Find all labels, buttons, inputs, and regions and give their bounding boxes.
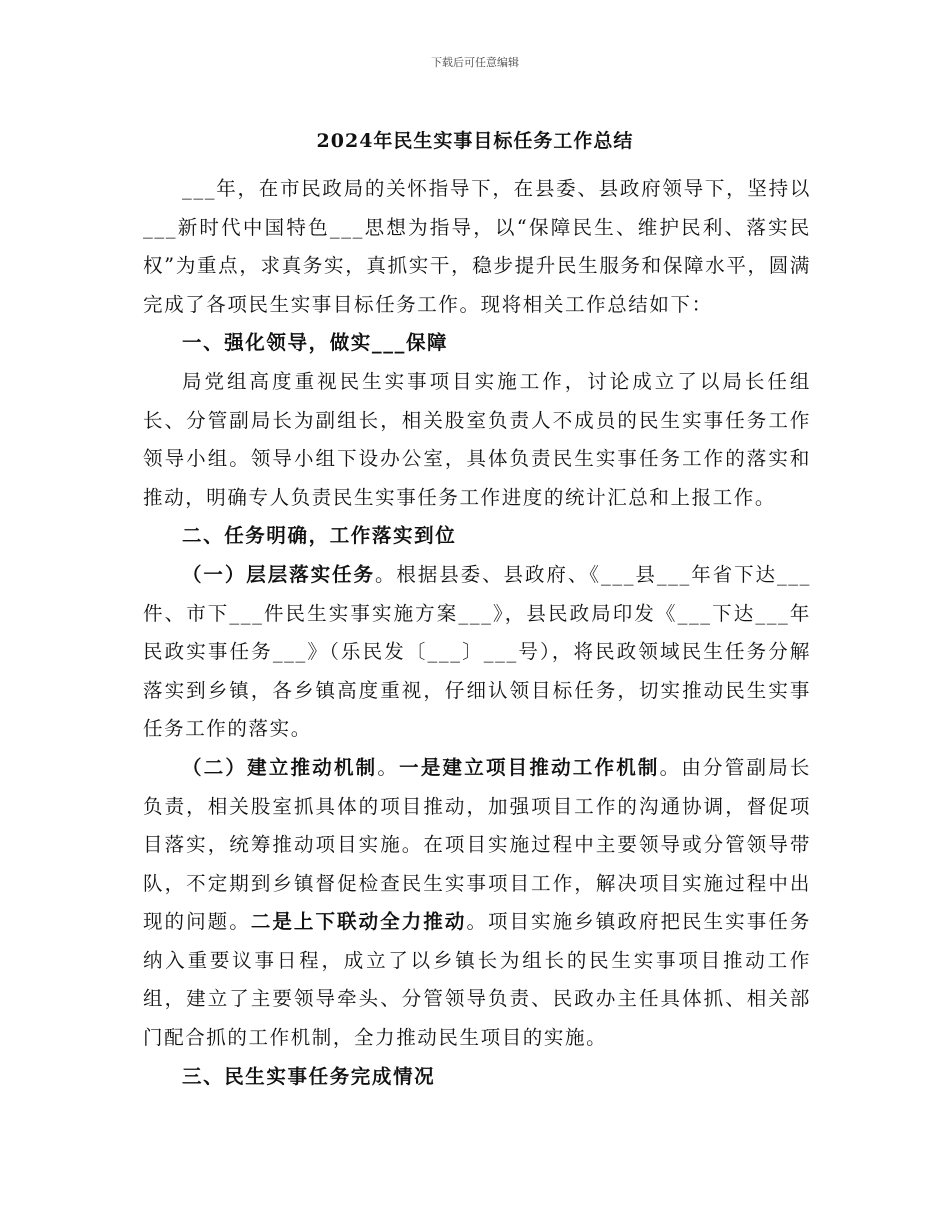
section2-item2 — [143, 749, 811, 1058]
section2-heading: 二、任务明确，工作落实到位 — [182, 524, 457, 548]
item1-body: 。根据县委、县政府、《___县___年省下达___件、市下___件民生实事实施方案___》，县民政局印发《___下达___年民政实事任务___》（乐民发〔___〕___号），将民政领域民生任务分解落实到乡镇，各乡镇高度重视，仔细认领目标任务，切实推动民生实事任务工作的落实。 — [143, 562, 812, 741]
item1-lead: （一）层层落实任务 — [182, 562, 375, 586]
item2-sub1-body: 。由分管副局长负责，相关股室抓具体的项目推动，加强项目工作的沟通协调，督促项目落实，统筹推动项目实施。在项目实施过程中主要领导或分管领导带队，不定期到乡镇督促检查民生实事项目工作，解决项目实施过程中出现的问题。 — [143, 755, 812, 934]
item2-separator: 。 — [377, 755, 400, 779]
item2-sub2-lead: 二是上下联动全力推动 — [250, 910, 467, 934]
item2-sub2-body: 。项目实施乡镇政府把民生实事任务纳入重要议事日程，成立了以乡镇长为组长的民生实事项目推动工作组，建立了主要领导牵头、分管领导负责、民政办主任具体抓、相关部门配合抓的工作机制，全力推动民生项目的实施。 — [143, 910, 811, 1050]
section1-paragraph: 局党组高度重视民生实事项目实施工作，讨论成立了以局长任组长、分管副局长为副组长，相关股室负责人不成员的民生实事任务工作领导小组。领导小组下设办公室，具体负责民生实事任务工作的落实和推动，明确专人负责民生实事任务工作进度的统计汇总和上报工作。 — [143, 369, 811, 509]
section2-item1 — [143, 556, 811, 749]
section3-heading: 三、民生实事任务完成情况 — [182, 1064, 436, 1088]
section1-heading: 一、强化领导，做实___保障 — [182, 331, 449, 355]
document-body — [143, 170, 811, 1096]
document-title: 2024年民生实事目标任务工作总结 — [316, 130, 634, 152]
header-note: 下载后可任意编辑 — [431, 56, 519, 69]
intro-paragraph: ___年，在市民政局的关怀指导下，在县委、县政府领导下，坚持以___新时代中国特色___思想为指导，以“保障民生、维护民利、落实民权”为重点，求真务实，真抓实干，稳步提升民生服务和保障水平，圆满完成了各项民生实事目标任务工作。现将相关工作总结如下： — [143, 177, 811, 316]
item2-lead: （二）建立推动机制 — [182, 755, 378, 779]
item2-sub1-lead: 一是建立项目推动工作机制 — [399, 755, 660, 779]
